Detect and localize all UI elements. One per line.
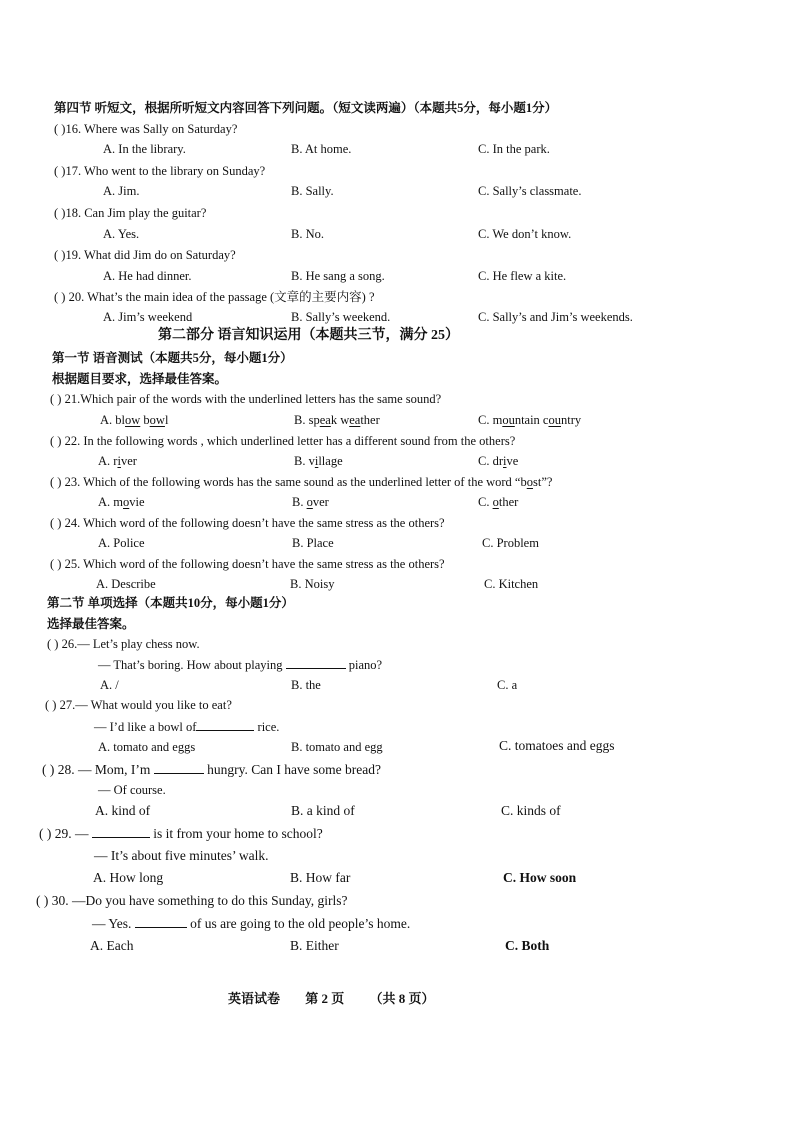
q29-dialogue-line: — It’s about five minutes’ walk. xyxy=(94,848,269,863)
q18-option-b: B. No. xyxy=(291,227,324,241)
q17-option-a: A. Jim. xyxy=(103,184,140,198)
q28-option-c: C. kinds of xyxy=(501,803,561,818)
q24-stem: ( ) 24. Which word of the following doesn’t have the same stress as the others? xyxy=(50,516,445,530)
q19-option-c: C. He flew a kite. xyxy=(478,269,567,283)
q24-option-b: B. Place xyxy=(292,536,334,550)
q27-option-b: B. tomato and egg xyxy=(291,740,383,754)
q21-stem: ( ) 21.Which pair of the words with the underlined letters has the same sound? xyxy=(50,392,442,406)
q28-answer-blank[interactable] xyxy=(154,761,204,774)
q18-stem: ( )18. Can Jim play the guitar? xyxy=(54,206,207,220)
section-1-header: 第一节 语音测试（本题共5分，每小题1分） xyxy=(52,351,293,365)
q27-answer-blank[interactable] xyxy=(196,718,254,731)
q16-option-b: B. At home. xyxy=(291,142,352,156)
section-2-instruction: 选择最佳答案。 xyxy=(47,617,135,631)
q16-option-c: C. In the park. xyxy=(478,142,550,156)
q26-stem: ( ) 26.— Let’s play chess now. xyxy=(47,637,200,651)
q26-answer-blank[interactable] xyxy=(286,656,346,669)
footer-total-pages: （共 8 页） xyxy=(369,991,435,1006)
footer-subject: 英语试卷 xyxy=(228,991,281,1006)
q28-option-b: B. a kind of xyxy=(291,803,355,818)
q16-option-a: A. In the library. xyxy=(103,142,186,156)
q29-option-a: A. How long xyxy=(93,870,164,885)
q22-option-a: A. river xyxy=(98,454,137,468)
q30-option-c: C. Both xyxy=(505,938,550,953)
q19-stem: ( )19. What did Jim do on Saturday? xyxy=(54,248,236,262)
section-1-instruction: 根据题目要求，选择最佳答案。 xyxy=(52,372,228,386)
q20-option-a: A. Jim’s weekend xyxy=(103,310,193,324)
q27-stem: ( ) 27.— What would you like to eat? xyxy=(45,698,232,712)
q22-option-b: B. village xyxy=(294,454,343,468)
q25-option-a: A. Describe xyxy=(96,577,156,591)
q30-answer-blank[interactable] xyxy=(135,915,187,928)
q21-option-b: B. speak weather xyxy=(294,413,380,427)
q19-option-a: A. He had dinner. xyxy=(103,269,192,283)
section-4-header: 第四节 听短文，根据所听短文内容回答下列问题。（短文读两遍）（本题共5分，每小题1分） xyxy=(54,101,558,115)
q26-option-c: C. a xyxy=(497,678,518,692)
q18-option-a: A. Yes. xyxy=(103,227,140,241)
q19-option-b: B. He sang a song. xyxy=(291,269,385,283)
q30-option-b: B. Either xyxy=(290,938,339,953)
q29-option-b: B. How far xyxy=(290,870,351,885)
q27-option-c: C. tomatoes and eggs xyxy=(499,738,615,753)
section-2-header: 第二节 单项选择（本题共10分，每小题1分） xyxy=(47,596,294,610)
q29-option-c: C. How soon xyxy=(503,870,577,885)
q25-option-c: C. Kitchen xyxy=(484,577,539,591)
q23-option-c: C. other xyxy=(478,495,519,509)
q30-option-a: A. Each xyxy=(90,938,134,953)
q21-option-a: A. blow bowl xyxy=(100,413,169,427)
q26-dialogue-line: — That’s boring. How about playing piano? xyxy=(98,658,383,672)
q20-stem: ( ) 20. What’s the main idea of the passage (文章的主要内容) ? xyxy=(54,290,375,304)
q22-stem: ( ) 22. In the following words , which underlined letter has a different sound from the others? xyxy=(50,434,516,448)
q17-option-c: C. Sally’s classmate. xyxy=(478,184,582,198)
q23-option-a: A. movie xyxy=(98,495,145,509)
q29-stem: ( ) 29. — is it from your home to school? xyxy=(39,826,323,841)
q17-option-b: B. Sally. xyxy=(291,184,334,198)
q20-option-c: C. Sally’s and Jim’s weekends. xyxy=(478,310,633,324)
q24-option-a: A. Police xyxy=(98,536,145,550)
q28-option-a: A. kind of xyxy=(95,803,151,818)
q30-dialogue-line: — Yes. of us are going to the old people’s home. xyxy=(92,916,411,931)
part-2-title: 第二部分 语言知识运用（本题共三节，满分 25） xyxy=(158,328,459,343)
q22-option-c: C. drive xyxy=(478,454,519,468)
q24-option-c: C. Problem xyxy=(482,536,539,550)
q25-option-b: B. Noisy xyxy=(290,577,335,591)
q16-stem: ( )16. Where was Sally on Saturday? xyxy=(54,122,238,136)
footer-page-number: 第 2 页 xyxy=(305,991,345,1006)
q26-option-a: A. / xyxy=(100,678,119,692)
q21-option-c: C. mountain country xyxy=(478,413,582,427)
q27-option-a: A. tomato and eggs xyxy=(98,740,196,754)
q23-option-b: B. over xyxy=(292,495,329,509)
q29-answer-blank[interactable] xyxy=(92,825,150,838)
q30-stem: ( ) 30. —Do you have something to do this Sunday, girls? xyxy=(36,893,348,908)
q28-dialogue-line: — Of course. xyxy=(98,783,166,797)
q17-stem: ( )17. Who went to the library on Sunday? xyxy=(54,164,266,178)
q18-option-c: C. We don’t know. xyxy=(478,227,572,241)
q23-stem: ( ) 23. Which of the following words has the same sound as the underlined letter of the word “bost”? xyxy=(50,475,553,489)
q28-stem: ( ) 28. — Mom, I’m hungry. Can I have some bread? xyxy=(42,762,381,777)
page-footer xyxy=(228,988,457,1007)
q25-stem: ( ) 25. Which word of the following doesn’t have the same stress as the others? xyxy=(50,557,445,571)
q26-option-b: B. the xyxy=(291,678,321,692)
q20-option-b: B. Sally’s weekend. xyxy=(291,310,391,324)
q27-dialogue-line: — I’d like a bowl of rice. xyxy=(94,720,280,734)
